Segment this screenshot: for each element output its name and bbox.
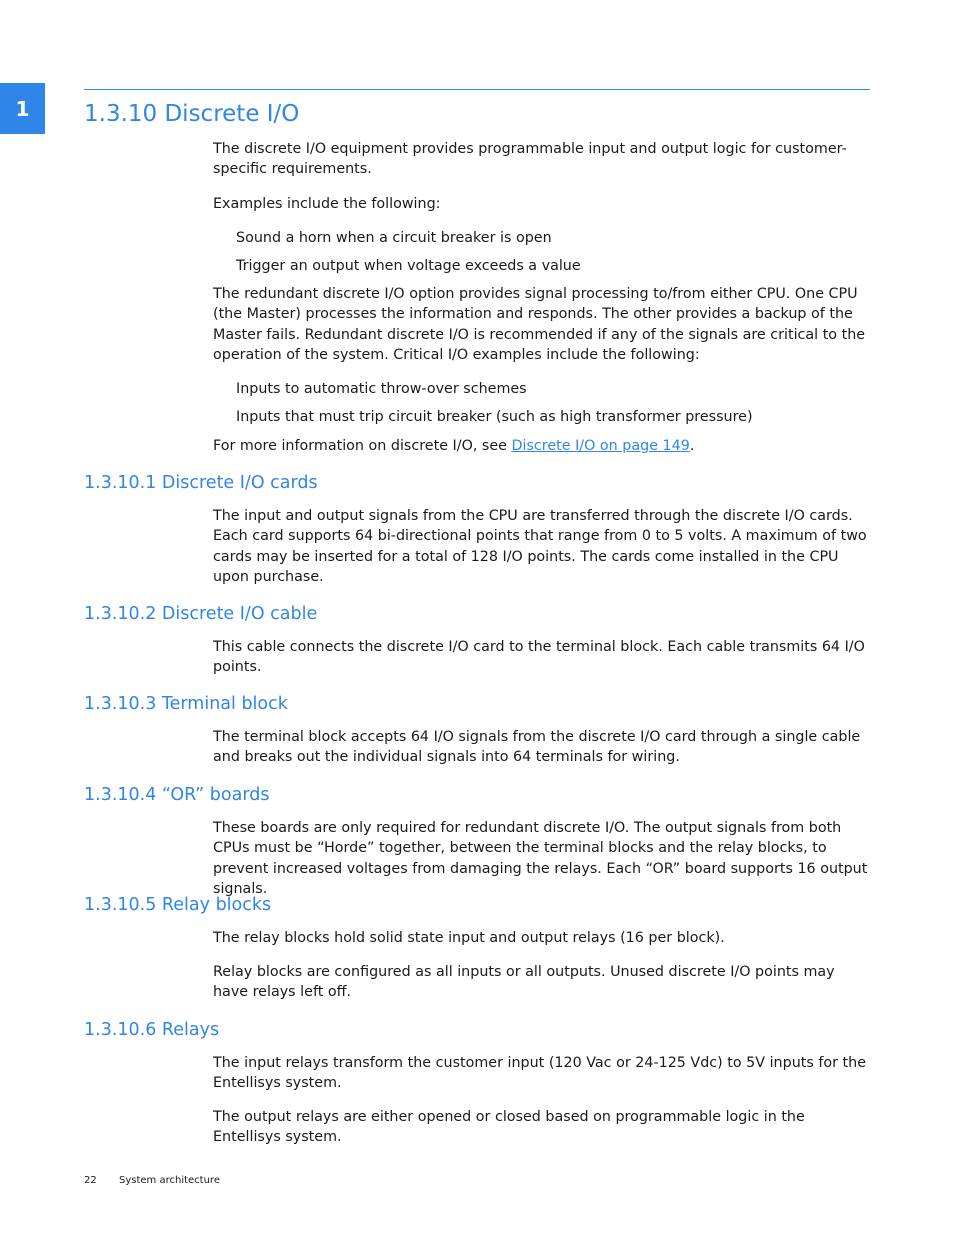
section-heading-discrete-io-cards: 1.3.10.1 Discrete I/O cards bbox=[84, 473, 318, 493]
reference-text: For more information on discrete I/O, see bbox=[213, 438, 512, 454]
intro-paragraph-2: Examples include the following: bbox=[213, 196, 441, 212]
example-item: Trigger an output when voltage exceeds a value bbox=[236, 258, 581, 274]
section-heading-relay-blocks: 1.3.10.5 Relay blocks bbox=[84, 895, 272, 915]
section-paragraph: Relay blocks are configured as all inputs or all outputs. Unused discrete I/O points may have relays left off. bbox=[213, 964, 835, 1001]
reference-suffix: . bbox=[689, 438, 695, 454]
header-rule bbox=[84, 89, 870, 90]
example-item: Sound a horn when a circuit breaker is open bbox=[236, 230, 552, 246]
section-paragraph: The input and output signals from the CPU are transferred through the discrete I/O cards. Each card supports 64 bi-directional points that range from 0 to 5 volts. A maximum of two cards may be inserted for a total of 128 I/O points. The cards come installed in the CPU upon purchase. bbox=[213, 508, 867, 585]
intro-paragraph-1: The discrete I/O equipment provides programmable input and output logic for customer-specific requirements. bbox=[213, 141, 847, 178]
section-heading-terminal-block: 1.3.10.3 Terminal block bbox=[84, 694, 288, 714]
footer-page-number: 22 bbox=[84, 1175, 97, 1186]
chapter-tab: 1 bbox=[0, 83, 45, 134]
critical-io-item: Inputs to automatic throw-over schemes bbox=[236, 381, 527, 397]
section-paragraph: These boards are only required for redundant discrete I/O. The output signals from both CPUs must be “Horde” together, between the terminal blocks and the relay blocks, to prevent increased voltages from damaging the relays. Each “OR” board supports 16 output signals. bbox=[213, 820, 868, 897]
section-paragraph: The relay blocks hold solid state input and output relays (16 per block). bbox=[213, 930, 725, 946]
discrete-io-page-link[interactable]: Discrete I/O on page 149 bbox=[511, 438, 690, 454]
footer-section-name: System architecture bbox=[119, 1175, 220, 1186]
page-title: 1.3.10 Discrete I/O bbox=[84, 101, 300, 127]
section-heading-relays: 1.3.10.6 Relays bbox=[84, 1020, 220, 1040]
reference-paragraph bbox=[213, 436, 873, 456]
critical-io-item: Inputs that must trip circuit breaker (such as high transformer pressure) bbox=[236, 409, 753, 425]
section-paragraph: This cable connects the discrete I/O card to the terminal block. Each cable transmits 64 I/O points. bbox=[213, 639, 865, 676]
section-paragraph: The output relays are either opened or closed based on programmable logic in the Entellisys system. bbox=[213, 1109, 805, 1146]
section-paragraph: The terminal block accepts 64 I/O signals from the discrete I/O card through a single cable and breaks out the individual signals into 64 terminals for wiring. bbox=[213, 729, 861, 766]
section-heading-discrete-io-cable: 1.3.10.2 Discrete I/O cable bbox=[84, 604, 318, 624]
section-heading-or-boards: 1.3.10.4 “OR” boards bbox=[84, 785, 270, 805]
section-paragraph: The input relays transform the customer input (120 Vac or 24-125 Vdc) to 5V inputs for the Entellisys system. bbox=[213, 1055, 867, 1092]
intro-paragraph-3: The redundant discrete I/O option provides signal processing to/from either CPU. One CPU (the Master) processes the information and responds. The other provides a backup of the Master fails. Redundant discrete I/O is recommended if any of the signals are critical to the operation of the system. Critical I/O examples include the following: bbox=[213, 286, 866, 363]
